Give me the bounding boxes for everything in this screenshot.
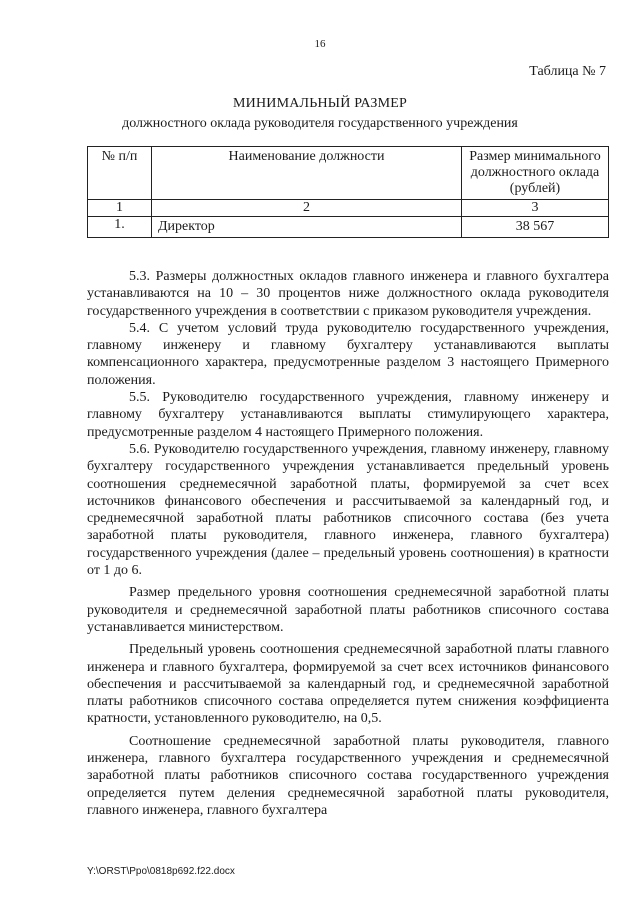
page-number: 16 bbox=[314, 38, 326, 50]
paragraph-ratio-size: Размер предельного уровня соотношения среднемесячной заработной платы руководителя и среднемесячной заработной платы работников списочного состава устанавливается министерством. bbox=[87, 585, 609, 635]
paragraph-ratio-level: Предельный уровень соотношения среднемесячной заработной платы главного инженера и главного бухгалтера, формируемой за счет всех источников финансового обеспечения и рассчитываемой за календарный год, и среднемесячной заработной платы работников списочного состава определяется путем снижения коэффициента кратности, установленного руководителю, на 0,5. bbox=[87, 642, 609, 727]
header-number: № п/п bbox=[88, 147, 152, 200]
table-header-row bbox=[88, 147, 609, 200]
table-label: Таблица № 7 bbox=[529, 64, 606, 79]
document-subtitle: должностного оклада руководителя государственного учреждения bbox=[122, 116, 518, 131]
row-position: Директор bbox=[152, 217, 462, 238]
column-number-3: 3 bbox=[462, 200, 609, 217]
document-title: МИНИМАЛЬНЫЙ РАЗМЕР bbox=[233, 96, 407, 111]
column-number-2: 2 bbox=[152, 200, 462, 217]
header-size: Размер минимального должностного оклада (рублей) bbox=[462, 147, 609, 200]
row-size: 38 567 bbox=[462, 217, 609, 238]
header-position: Наименование должности bbox=[152, 147, 462, 200]
paragraph-ratio-calc: Соотношение среднемесячной заработной платы руководителя, главного инженера, главного бухгалтера государственного учреждения и среднемесячной заработной платы работников списочного состава государственного учреждения определяется путем деления среднемесячной заработной платы руководителя, главного инженера, главного бухгалтера bbox=[87, 733, 609, 818]
paragraph-5-6: 5.6. Руководителю государственного учреждения, главному инженеру, главному бухгалтеру государственного учреждения устанавливается предельный уровень соотношения среднемесячной заработной платы, формируемой за счет всех источников финансового обеспечения и рассчитываемой за календарный год, и среднемесячной заработной платы работников списочного состава (без учета заработной платы руководителя, главного инженера, главного бухгалтера) государственного учреждения (далее – предельный уровень соотношения) в кратности от 1 до 6. bbox=[87, 441, 609, 579]
paragraph-5-5: 5.5. Руководителю государственного учреждения, главному инженеру и главному бухгалтеру устанавливаются выплаты стимулирующего характера, предусмотренные разделом 4 настоящего Примерного положения. bbox=[87, 390, 609, 440]
table-row bbox=[88, 217, 609, 238]
row-number: 1. bbox=[88, 217, 152, 238]
paragraph-5-3: 5.3. Размеры должностных окладов главного инженера и главного бухгалтера устанавливаются на 10 – 30 процентов ниже должностного оклада руководителя государственного учреждения в соответствии с приказом руководителя учреждения. bbox=[87, 269, 609, 319]
column-number-row bbox=[88, 200, 609, 217]
salary-table bbox=[87, 146, 609, 238]
column-number-1: 1 bbox=[88, 200, 152, 217]
body-text bbox=[87, 268, 609, 819]
footer-file-path: Y:\ORST\Ppo\0818p692.f22.docx bbox=[87, 866, 235, 877]
paragraph-5-4: 5.4. С учетом условий труда руководителю государственного учреждения, главному инженеру и главному бухгалтеру устанавливаются выплаты компенсационного характера, предусмотренные разделом 3 настоящего Примерного положения. bbox=[87, 320, 609, 388]
